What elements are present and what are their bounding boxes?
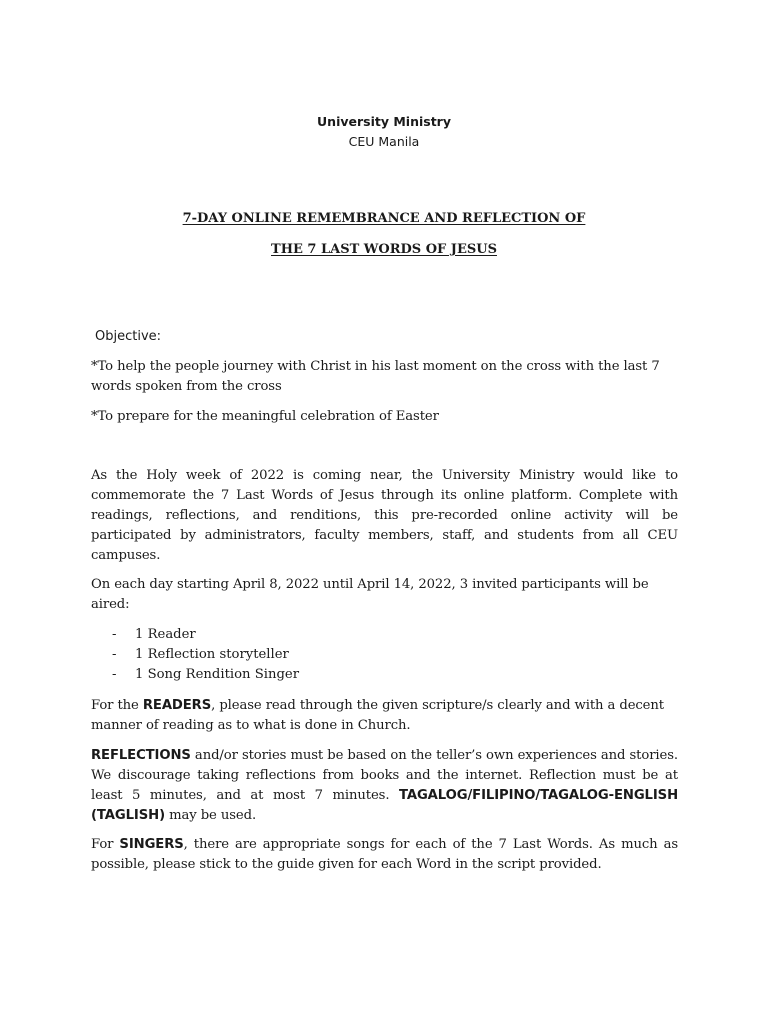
objective-item-1-text: *To help the people journey with Christ in his last moment on the cross with the last 7 words spoken from the cross [91, 359, 660, 394]
singers-rest: , there are appropriate songs for each of the 7 Last Words. As much as possible, please stick to the guide given for each Word in the script provided. [91, 837, 679, 872]
singers-text [91, 835, 678, 875]
readers-rest: , please read through the given scripture/s clearly and with a decent manner of reading as to what is done in Church. [91, 698, 664, 733]
schedule-text: On each day starting April 8, 2022 until April 14, 2022, 3 invited participants will be aired: [91, 577, 649, 612]
objective-item-1 [91, 357, 678, 397]
reflections-keyword: REFLECTIONS [91, 748, 191, 763]
reflections-paragraph [91, 746, 678, 826]
list-item-label: 1 Reflection storyteller [135, 647, 289, 662]
list-item-label: 1 Song Rendition Singer [135, 667, 300, 682]
list-dash: - [112, 667, 117, 682]
participants-list [112, 625, 299, 685]
header-org: University Ministry [317, 114, 451, 129]
objective-item-2-text: *To prepare for the meaningful celebration of Easter [91, 409, 439, 424]
singers-prefix: For [91, 837, 120, 852]
list-item [112, 665, 299, 685]
singers-paragraph [91, 835, 678, 875]
singers-keyword: SINGERS [119, 837, 184, 852]
list-item-label: 1 Reader [135, 627, 196, 642]
list-item [112, 625, 299, 645]
header-campus: CEU Manila [348, 134, 420, 149]
reflections-text [91, 746, 678, 826]
reflections-language-keyword: TAGALOG/FILIPINO/TAGALOG-ENGLISH (TAGLISH) [91, 788, 678, 823]
readers-paragraph [91, 696, 678, 736]
readers-keyword: READERS [142, 698, 212, 713]
intro-text: As the Holy week of 2022 is coming near, the University Ministry would like to commemorate the 7 Last Words of Jesus through its online platform. Complete with readings, reflections, and renditions, this pre-recorded online activity will be participated by administrators, faculty members, staff, and students from all CEU campuses. [91, 468, 678, 563]
objective-label: Objective: [95, 329, 162, 344]
list-dash: - [112, 627, 117, 642]
document-title-line-1: 7-DAY ONLINE REMEMBRANCE AND REFLECTION OF [182, 211, 586, 226]
reflections-rest: and/or stories must be based on the teller’s own experiences and stories. We discourage taking reflections from books and the internet. Reflection must be at least 5 minutes, and at most 7 minutes. [91, 748, 678, 803]
document-header [0, 112, 768, 152]
schedule-paragraph [91, 575, 678, 615]
readers-prefix: For the [91, 698, 143, 713]
readers-text [91, 696, 678, 736]
document-title-line-2: THE 7 LAST WORDS OF JESUS [271, 242, 497, 257]
reflections-language-rest: may be used. [165, 808, 257, 823]
list-dash: - [112, 647, 117, 662]
intro-paragraph [91, 466, 678, 566]
list-item [112, 645, 299, 665]
objective-item-2 [91, 407, 678, 427]
